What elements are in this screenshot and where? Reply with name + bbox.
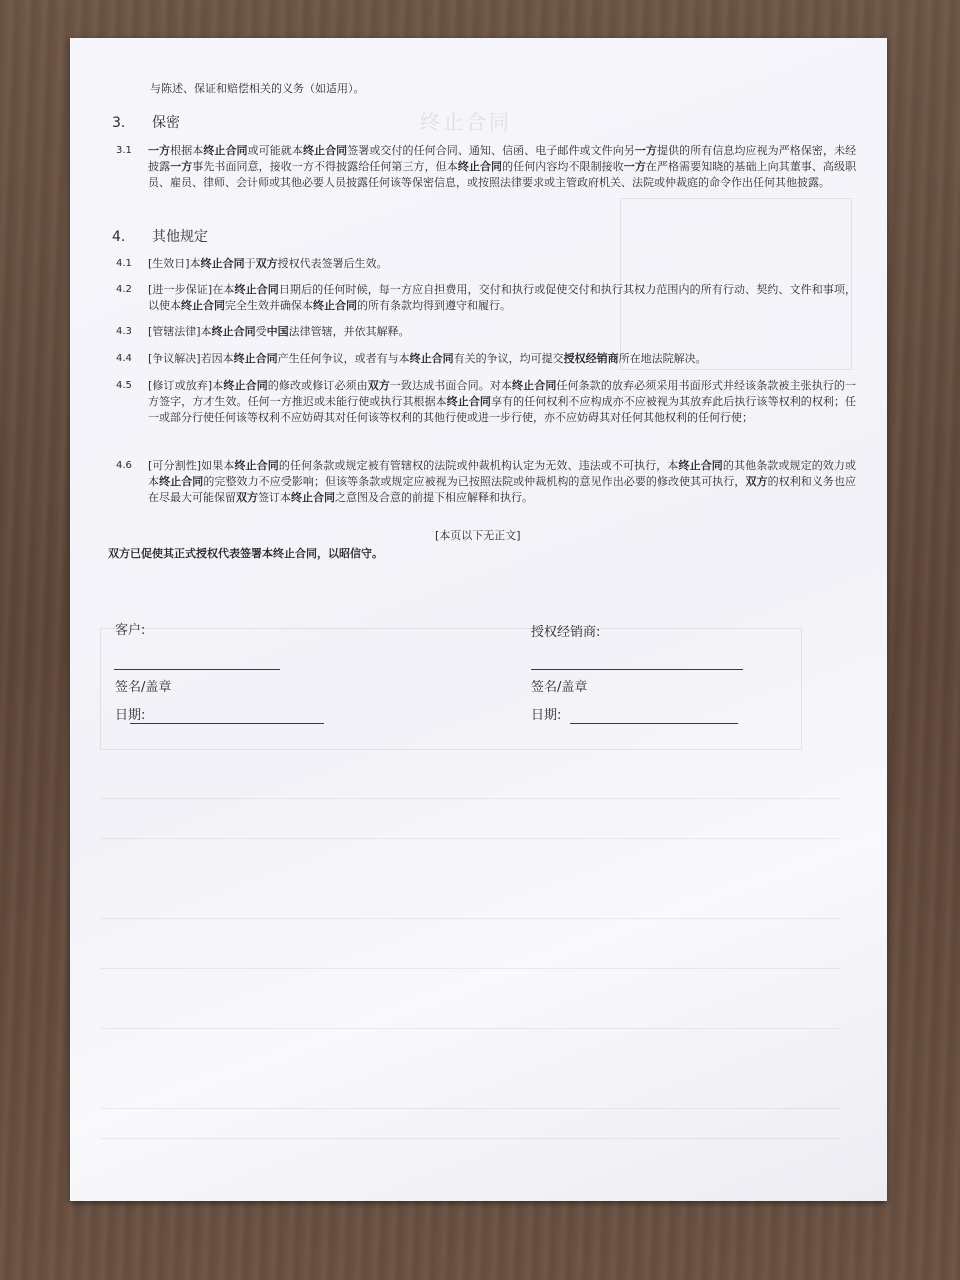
text-run: [进一步保证]在本 — [148, 283, 235, 296]
clause-body — [148, 458, 856, 506]
text-run: 的任何条款或规定被有管辖权的法院或仲裁机构认定为无效、违法或不可执行，本 — [278, 459, 679, 472]
text-run: 根据本 — [170, 144, 204, 157]
dealer-date-line[interactable] — [570, 723, 738, 724]
text-run: 的所有条款均得到遵守和履行。 — [357, 299, 511, 312]
text-run: 签订本 — [258, 491, 291, 504]
section-title: 其他规定 — [152, 229, 208, 245]
text-run: [争议解决]若因本 — [148, 352, 234, 365]
customer-label: 客户: — [115, 623, 146, 638]
text-run: 签署或交付的任何合同、通知、信函、电子邮件或文件向另 — [347, 144, 635, 157]
clause-number: 3.1 — [116, 145, 132, 156]
clause-number: 4.1 — [116, 258, 132, 269]
bold-term: 终止合同 — [234, 459, 279, 472]
bold-term: 终止合同 — [211, 325, 256, 338]
clause-number: 4.5 — [116, 380, 132, 391]
text-run: 的完整效力不应受影响；但该等条款或规定应被视为已按照法院或仲裁机构的意见作出必要的修改使其可执行， — [203, 475, 746, 488]
customer-signature-line[interactable] — [114, 669, 280, 670]
clause-body — [148, 143, 856, 191]
bold-term: 授权经销商 — [563, 352, 619, 365]
bold-term: 终止合同 — [200, 257, 245, 270]
text-run: 有关的争议，均可提交 — [453, 352, 564, 365]
text-run: [管辖法律]本 — [148, 325, 212, 338]
text-run: 的修改或修订必须由 — [267, 379, 368, 392]
bold-term: 终止合同 — [234, 283, 279, 296]
text-run: 事先书面同意，接收一方不得披露给任何第三方，但本 — [192, 160, 458, 173]
bold-term: 终止合同 — [409, 352, 454, 365]
text-run: 享有的任何权利不应构成亦不应被视为其放弃此后执行该等权利的权利；任一或部分行使任何该等权利不应妨碍其对任何该等权利的其他行使或进一步行使，亦不应妨碍其对任何其他权利的任何行使； — [148, 395, 857, 424]
text-run: [可分割性]如果本 — [148, 459, 235, 472]
text-run: 完全生效并确保本 — [225, 299, 313, 312]
document-page — [70, 38, 887, 1201]
text-run: 受 — [255, 325, 267, 338]
bold-term: 终止合同 — [273, 547, 317, 560]
bold-term: 双方 — [236, 491, 258, 504]
text-run: 的权利和义务也应在尽最大可能保留 — [148, 475, 857, 504]
section-number: 4. — [112, 229, 126, 245]
clause-body — [148, 324, 856, 340]
clause-3-1 — [116, 143, 856, 191]
clause-number: 4.6 — [116, 460, 132, 471]
witness-statement — [108, 546, 383, 562]
clause-number: 4.4 — [116, 353, 132, 364]
clause-number: 4.3 — [116, 326, 132, 337]
bold-term: 终止合同 — [302, 144, 348, 157]
bold-term: 终止合同 — [678, 459, 723, 472]
text-run: 在严格需要知晓的基础上向其董事、高级职员、雇员、律师、会计师或其他必要人员披露任何该等保密信息，或按照法律要求或主管政府机关、法院或仲裁庭的命令作出任何其他披露。 — [148, 160, 857, 189]
bold-term: 双方 — [108, 547, 130, 560]
bold-term: 终止合同 — [203, 144, 248, 157]
text-run: 提供的所有信息均应视为严格保密，未经披露 — [148, 144, 857, 173]
bold-term: 一方 — [148, 144, 171, 157]
text-run: [生效日]本 — [148, 257, 201, 270]
dealer-label: 授权经销商: — [531, 625, 601, 640]
customer-date-label: 日期: — [115, 708, 146, 723]
clause-4-5 — [116, 378, 856, 426]
section-title: 保密 — [152, 115, 180, 131]
no-more-text-note: [本页以下无正文] — [435, 529, 521, 542]
text-run: 任何条款的放弃必须采用书面形式并经该条款被主张执行的一方签字，方才生效。任何一方推迟或未能行使或执行其根据本 — [148, 379, 857, 408]
clause-4-3 — [116, 324, 856, 340]
clause-4-4 — [116, 351, 856, 367]
text-run: 或可能就本 — [247, 144, 303, 157]
bold-term: 终止合同 — [159, 475, 204, 488]
bold-term: 一方 — [170, 160, 193, 173]
bold-term: 终止合同 — [457, 160, 503, 173]
dealer-signature-line[interactable] — [531, 669, 743, 670]
clause-number: 4.2 — [116, 284, 132, 295]
text-run: 授权代表签署后生效。 — [277, 257, 388, 270]
bold-term: 终止合同 — [181, 299, 225, 312]
customer-date-line[interactable] — [130, 723, 324, 724]
clause-body — [148, 256, 856, 272]
bold-term: 终止合同 — [223, 379, 268, 392]
text-run: 产生任何争议，或者有与本 — [277, 352, 410, 365]
text-run: 日期后的任何时候，每一方应自担费用，交付和执行或促使交付和执行其权力范围内的所有行动、契约、文件和事项，以使本 — [148, 283, 856, 312]
bold-term: 中国 — [266, 325, 289, 338]
bold-term: 一方 — [634, 144, 657, 157]
bold-term: 终止合同 — [313, 299, 357, 312]
show-through-table — [100, 628, 802, 750]
bold-term: 一方 — [623, 160, 646, 173]
clause-body — [148, 282, 856, 314]
text-run: 的其他条款或规定的效力或本 — [148, 459, 857, 488]
clause-4-6 — [116, 458, 856, 506]
bold-term: 终止合同 — [291, 491, 335, 504]
clause-4-1 — [116, 256, 856, 272]
show-through-title: 终止合同 — [420, 110, 512, 134]
bold-term: 双方 — [255, 257, 278, 270]
dealer-sign-label: 签名/盖章 — [531, 680, 588, 695]
text-run: 所在地法院解决。 — [618, 352, 707, 365]
bold-term: 双方 — [367, 379, 390, 392]
bold-term: 已促使其正式授权代表签署本 — [130, 547, 273, 560]
text-run: 于 — [244, 257, 256, 270]
section-number: 3. — [112, 115, 126, 131]
text-run: 的任何内容均不限制接收 — [502, 160, 624, 173]
clause-body — [148, 378, 856, 426]
dealer-date-label: 日期: — [531, 708, 562, 723]
text-run: 之意图及合意的前提下相应解释和执行。 — [335, 491, 533, 504]
bold-term: ，以昭信守。 — [317, 547, 383, 560]
text-run: 法律管辖，并依其解释。 — [288, 325, 410, 338]
bold-term: 双方 — [745, 475, 768, 488]
intro-line: 与陈述、保证和赔偿相关的义务（如适用）。 — [150, 82, 365, 95]
bold-term: 终止合同 — [446, 395, 491, 408]
bold-term: 终止合同 — [512, 379, 557, 392]
text-run: [修订或放弃]本 — [148, 379, 224, 392]
text-run: 一致达成书面合同。对本 — [389, 379, 513, 392]
clause-4-2 — [116, 282, 856, 314]
clause-body — [148, 351, 856, 367]
bold-term: 终止合同 — [233, 352, 278, 365]
customer-sign-label: 签名/盖章 — [115, 680, 172, 695]
